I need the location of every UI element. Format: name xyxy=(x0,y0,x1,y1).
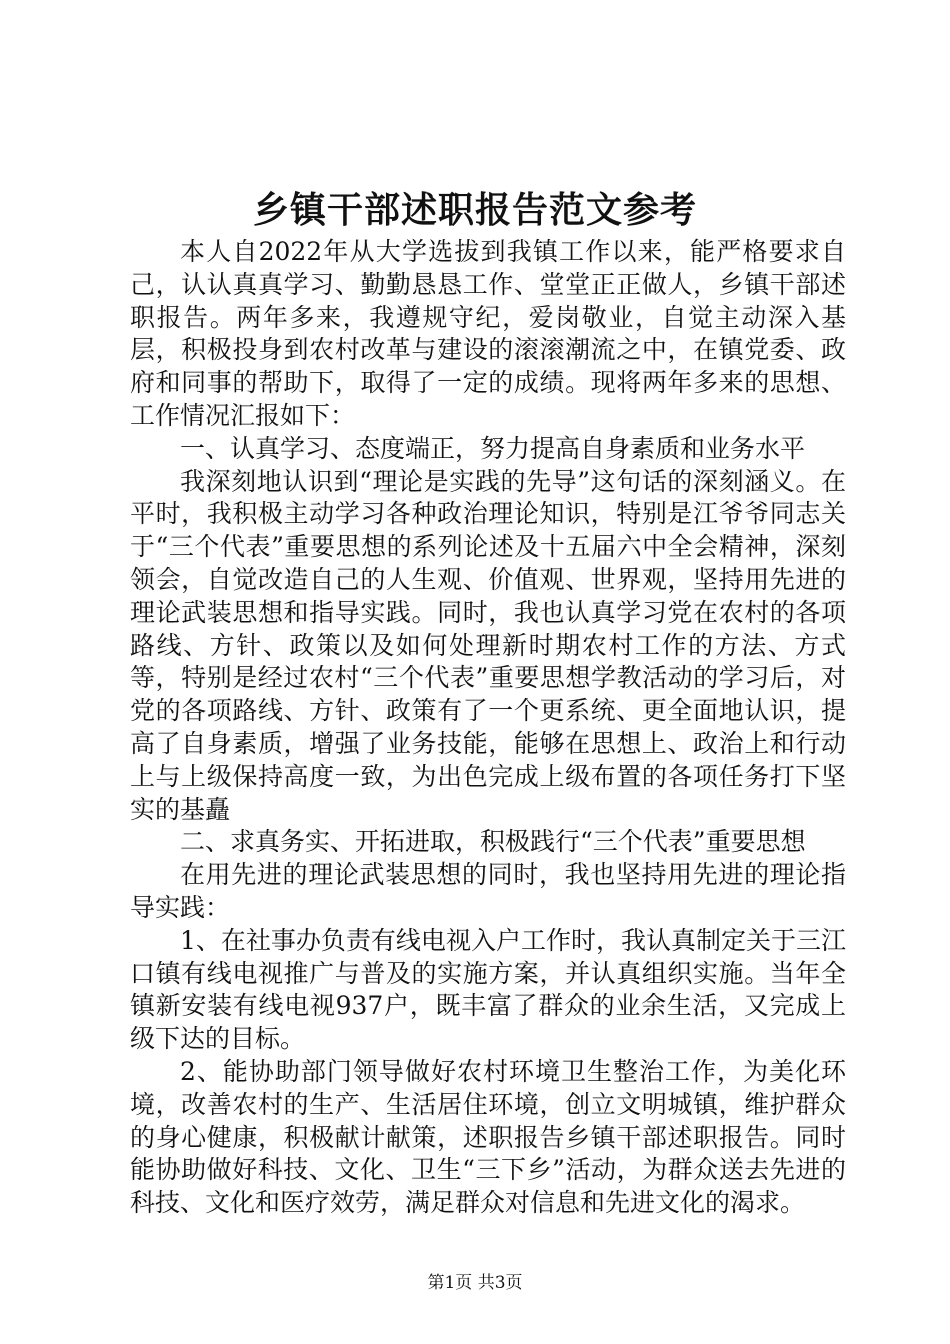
document-title: 乡镇干部述职报告范文参考 xyxy=(252,189,697,231)
list-item-1: 1、在社事办负责有线电视入户工作时，我认真制定关于三江口镇有线电视推广与普及的实施方案，并认真组织实施。当年全镇新安装有线电视937户，既丰富了群众的业余生活，又完成上级下达的目标。 xyxy=(130,925,846,1054)
document-body xyxy=(130,236,846,1220)
paragraph-section-2-intro: 在用先进的理论武装思想的同时，我也坚持用先进的理论指导实践： xyxy=(130,860,846,922)
page-footer: 第1页 共3页 xyxy=(427,1273,523,1293)
paragraph-section-1: 我深刻地认识到“理论是实践的先导”这句话的深刻涵义。在平时，我积极主动学习各种政治理论知识，特别是江爷爷同志关于“三个代表”重要思想的系列论述及十五届六中全会精神，深刻领会，自觉改造自己的人生观、价值观、世界观，坚持用先进的理论武装思想和指导实践。同时，我也认真学习党在农村的各项路线、方针、政策以及如何处理新时期农村工作的方法、方式等，特别是经过农村“三个代表”重要思想学教活动的学习后，对党的各项路线、方针、政策有了一个更系统、更全面地认识，提高了自身素质，增强了业务技能，能够在思想上、政治上和行动上与上级保持高度一致，为出色完成上级布置的各项任务打下坚实的基矗 xyxy=(130,466,846,824)
paragraph-intro: 本人自2022年从大学选拔到我镇工作以来，能严格要求自己，认认真真学习、勤勤恳恳工作、堂堂正正做人，乡镇干部述职报告。两年多来，我遵规守纪，爱岗敬业，自觉主动深入基层，积极投身到农村改革与建设的滚滚潮流之中，在镇党委、政府和同事的帮助下，取得了一定的成绩。现将两年多来的思想、工作情况汇报如下： xyxy=(130,237,846,430)
section-heading-2: 二、求真务实、开拓进取，积极践行“三个代表”重要思想 xyxy=(180,827,806,857)
section-heading-1: 一、认真学习、态度端正，努力提高自身素质和业务水平 xyxy=(180,433,806,463)
list-item-2: 2、能协助部门领导做好农村环境卫生整治工作，为美化环境，改善农村的生产、生活居住环境，创立文明城镇，维护群众的身心健康，积极献计献策，述职报告乡镇干部述职报告。同时能协助做好科技、文化、卫生“三下乡”活动，为群众送去先进的科技、文化和医疗效劳，满足群众对信息和先进文化的渴求。 xyxy=(130,1056,846,1218)
